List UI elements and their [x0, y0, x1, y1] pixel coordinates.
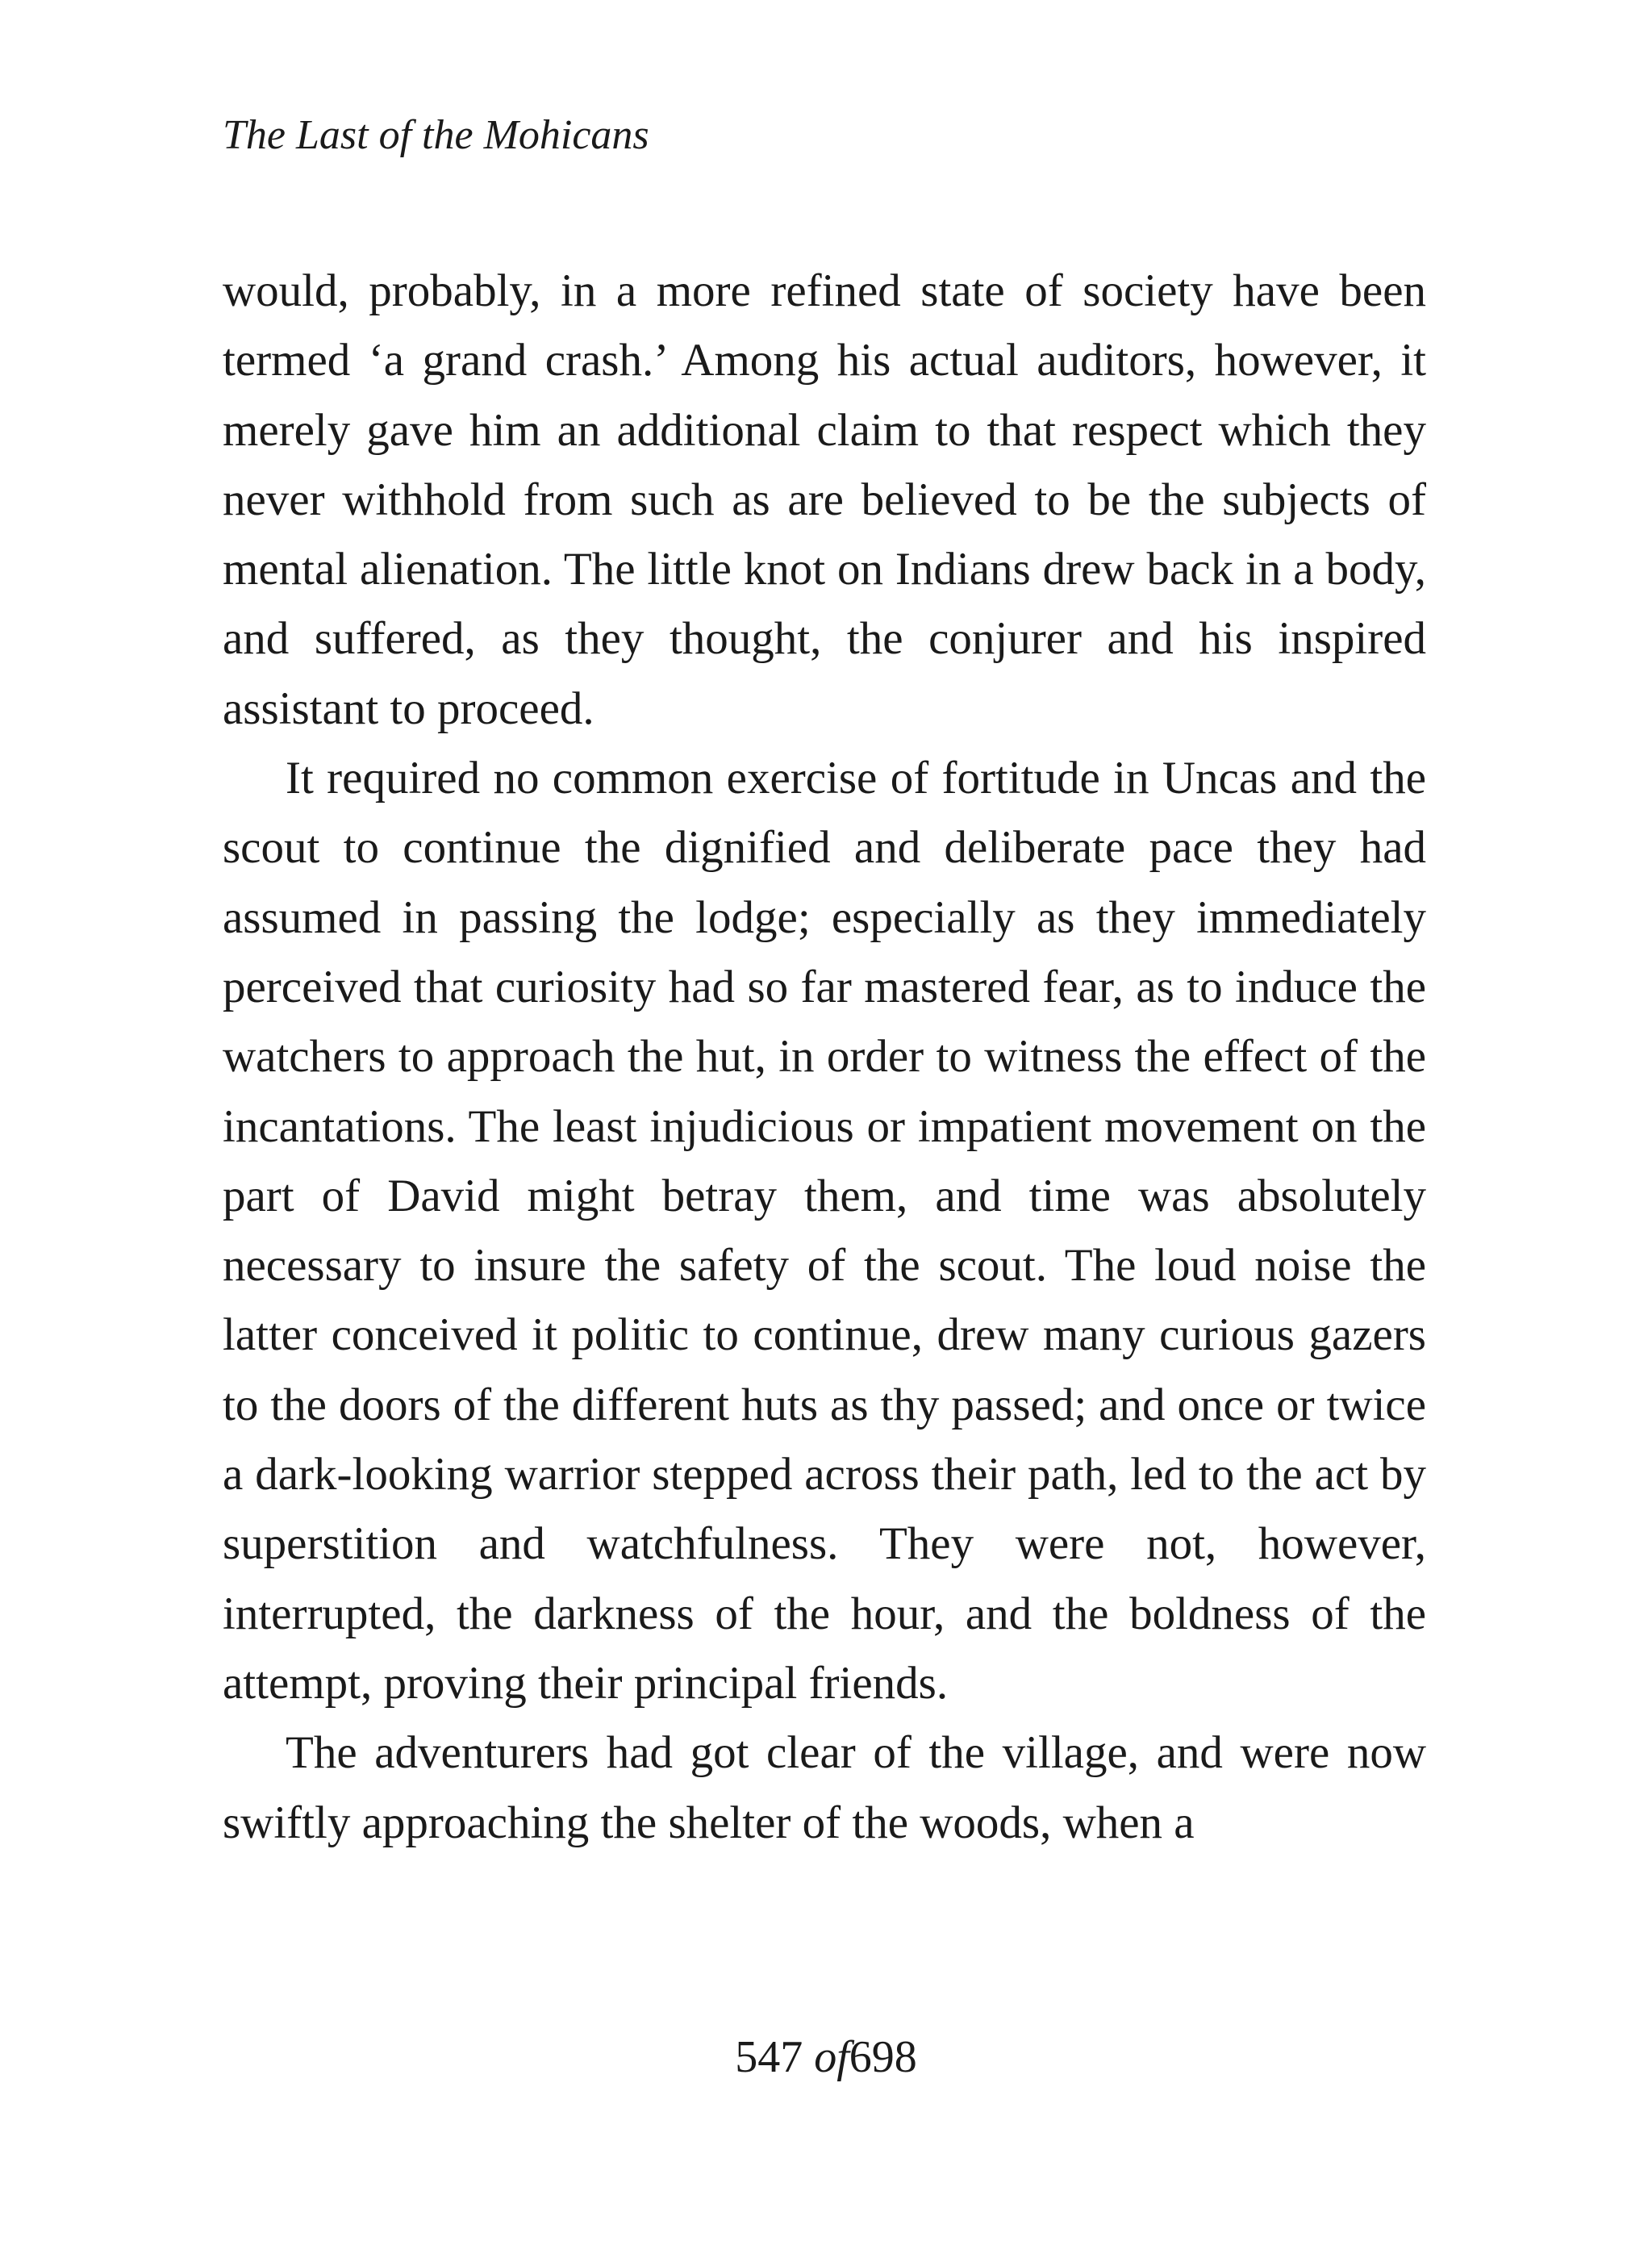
page-body — [223, 257, 1426, 1858]
current-page-number: 547 — [735, 2032, 803, 2082]
page-of-label: of — [814, 2032, 849, 2082]
paragraph-3: The adventurers had got clear of the village, and were now swiftly approaching the shelter of the woods, when a — [223, 1727, 1426, 1848]
page-number — [0, 2028, 1652, 2086]
paragraph-1: would, probably, in a more refined state of society have been termed ‘a grand crash.’ Among his actual auditors, however, it merely gave him an additional claim to that respect which they never withhold from such as are believed to be the subjects of mental alienation. The little knot on Indians drew back in a body, and suffered, as they thought, the conjurer and his inspired assistant to proceed. — [223, 265, 1426, 734]
total-pages-number: 698 — [849, 2032, 917, 2082]
paragraph-2: It required no common exercise of fortitude in Uncas and the scout to continue the dignified and deliberate pace they had assumed in passing the lodge; especially as they immediately perceived that curiosity had so far mastered fear, as to induce the watchers to approach the hut, in order to witness the effect of the incantations. The least injudicious or impatient movement on the part of David might betray them, and time was absolutely necessary to insure the safety of the scout. The loud noise the latter conceived it politic to continue, drew many curious gazers to the doors of the different huts as thy passed; and once or twice a dark-looking warrior stepped across their path, led to the act by superstition and watchfulness. They were not, however, interrupted, the darkness of the hour, and the boldness of the attempt, proving their principal friends. — [223, 753, 1426, 1709]
running-header-title: The Last of the Mohicans — [223, 112, 649, 158]
